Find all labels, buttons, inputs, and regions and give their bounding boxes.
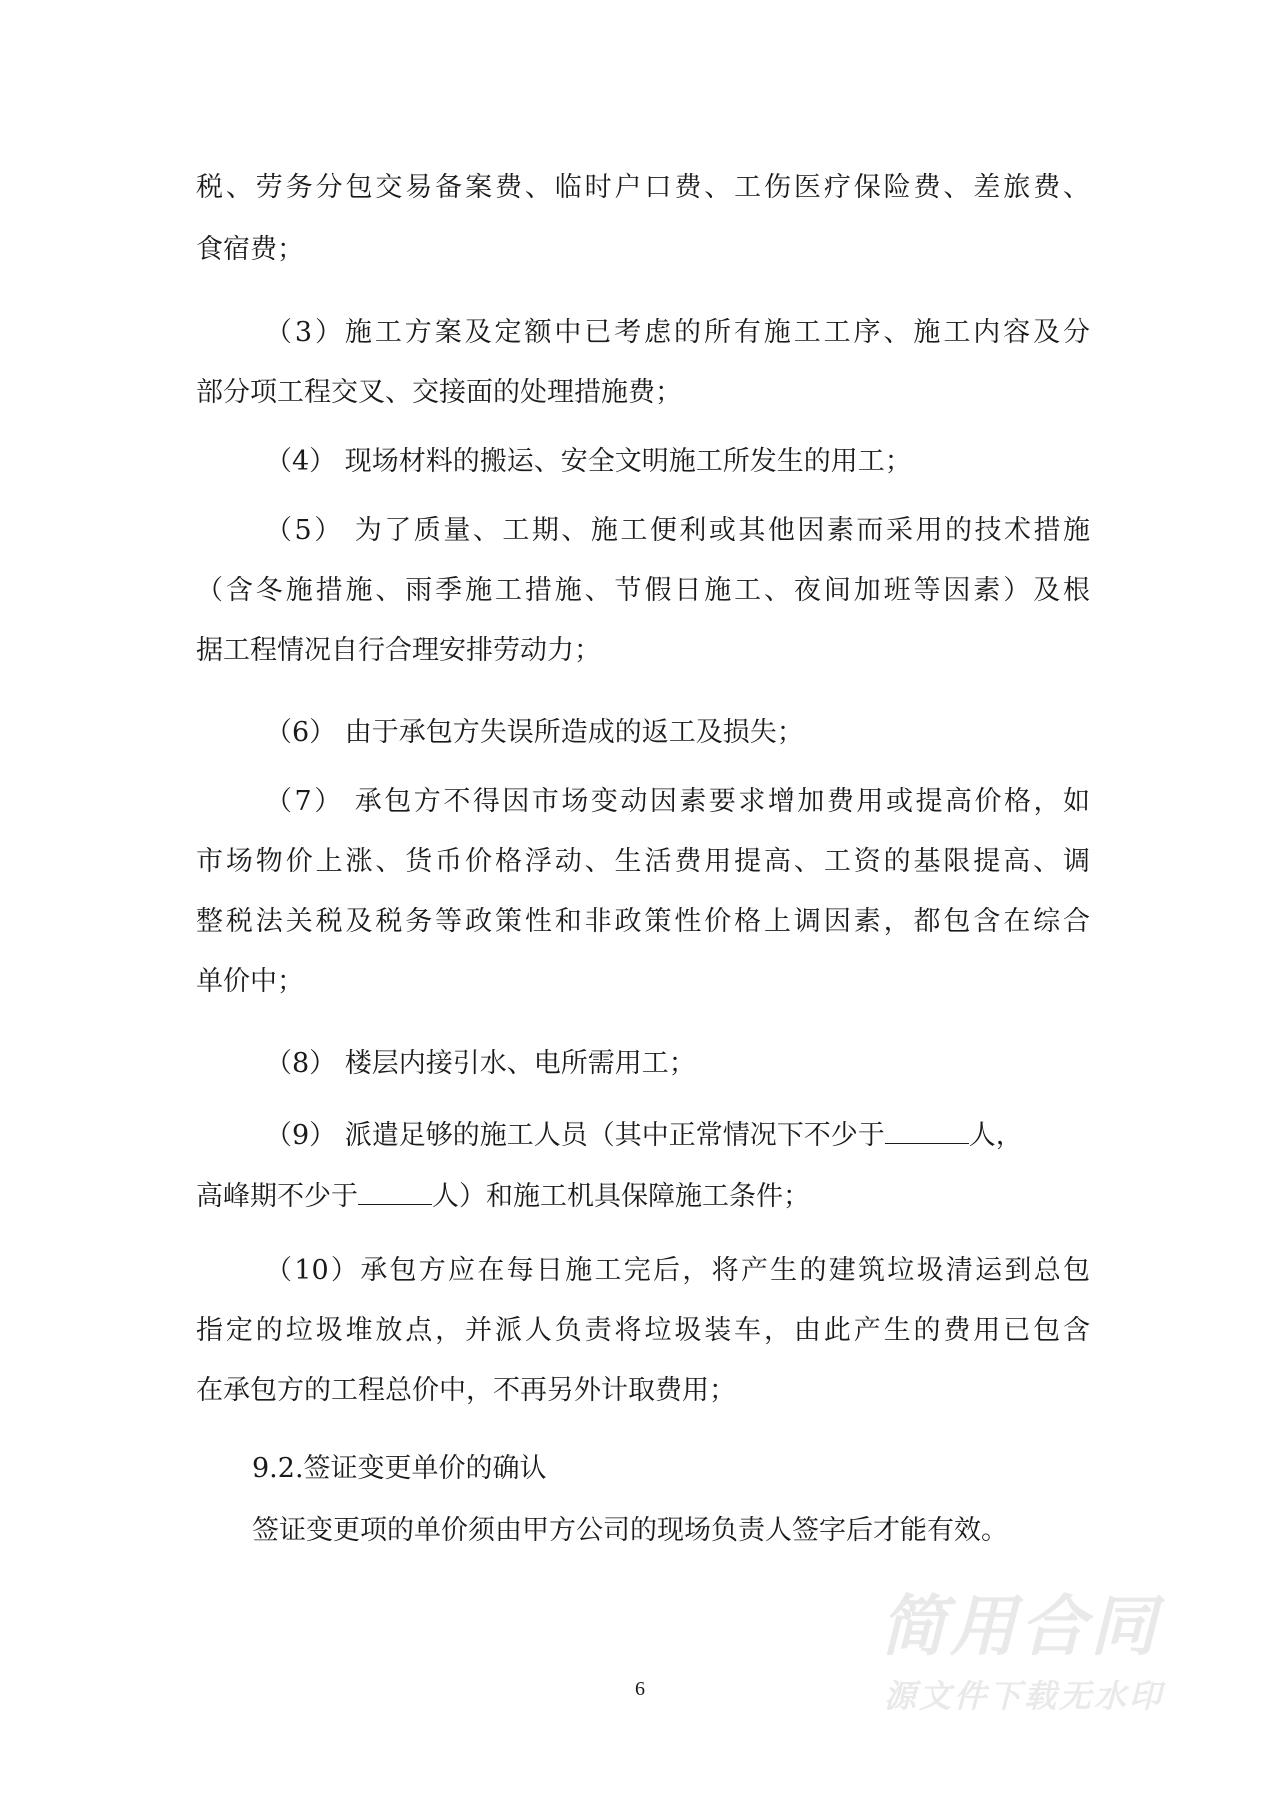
list-item-6: （6） 由于承包方失误所造成的返工及损失； bbox=[265, 717, 804, 748]
section-body: 签证变更项的单价须由甲方公司的现场负责人签字后才能有效。 bbox=[252, 1515, 1008, 1546]
fill-in-blank-normal-staff[interactable] bbox=[885, 1113, 969, 1144]
item9-text: 人， bbox=[968, 1120, 1023, 1151]
list-item-5-line: （5） 为了质量、工期、施工便利或其他因素而采用的技术措施 bbox=[265, 515, 1090, 546]
list-item-7-line: 整税法关税及税务等政策性和非政策性价格上调因素，都包含在综合 bbox=[196, 906, 1090, 937]
page-number: 6 bbox=[635, 1678, 645, 1700]
list-item-10-line: 指定的垃圾堆放点，并派人负责将垃圾装车，由此产生的费用已包含 bbox=[196, 1315, 1090, 1346]
list-item-8: （8） 楼层内接引水、电所需用工； bbox=[265, 1048, 696, 1079]
list-item-7-line: 单价中； bbox=[196, 966, 304, 997]
paragraph-line: 税、劳务分包交易备案费、临时户口费、工伤医疗保险费、差旅费、 bbox=[196, 172, 1090, 203]
paragraph-line: 食宿费； bbox=[196, 234, 304, 265]
list-item-7-line: （7） 承包方不得因市场变动因素要求增加费用或提高价格，如 bbox=[265, 786, 1090, 817]
list-item-4: （4） 现场材料的搬运、安全文明施工所发生的用工； bbox=[265, 446, 912, 477]
item9-text: （9） 派遣足够的施工人员（其中正常情况下不少于 bbox=[265, 1120, 885, 1151]
list-item-3-line: 部分项工程交叉、交接面的处理措施费； bbox=[196, 377, 682, 408]
item9-text: 人）和施工机具保障施工条件； bbox=[432, 1181, 810, 1212]
item9-text: 高峰期不少于 bbox=[196, 1181, 358, 1212]
list-item-10-line: （10）承包方应在每日施工完后，将产生的建筑垃圾清运到总包 bbox=[265, 1255, 1090, 1286]
list-item-9-line bbox=[196, 1174, 1090, 1214]
list-item-3-line: （3）施工方案及定额中已考虑的所有施工工序、施工内容及分 bbox=[265, 317, 1090, 348]
watermark-subtitle: 源文件下载无水印 bbox=[884, 1677, 1165, 1715]
fill-in-blank-peak-staff[interactable] bbox=[358, 1174, 432, 1205]
section-heading: 9.2.签证变更单价的确认 bbox=[252, 1453, 547, 1484]
watermark-title: 简用合同 bbox=[880, 1588, 1160, 1665]
list-item-7-line: 市场物价上涨、货币价格浮动、生活费用提高、工资的基限提高、调 bbox=[196, 846, 1090, 877]
list-item-5-line: 据工程情况自行合理安排劳动力； bbox=[196, 635, 601, 666]
list-item-5-line: （含冬施措施、雨季施工措施、节假日施工、夜间加班等因素）及根 bbox=[196, 575, 1090, 606]
list-item-10-line: 在承包方的工程总价中，不再另外计取费用； bbox=[196, 1375, 736, 1406]
list-item-9-line bbox=[265, 1113, 1090, 1153]
